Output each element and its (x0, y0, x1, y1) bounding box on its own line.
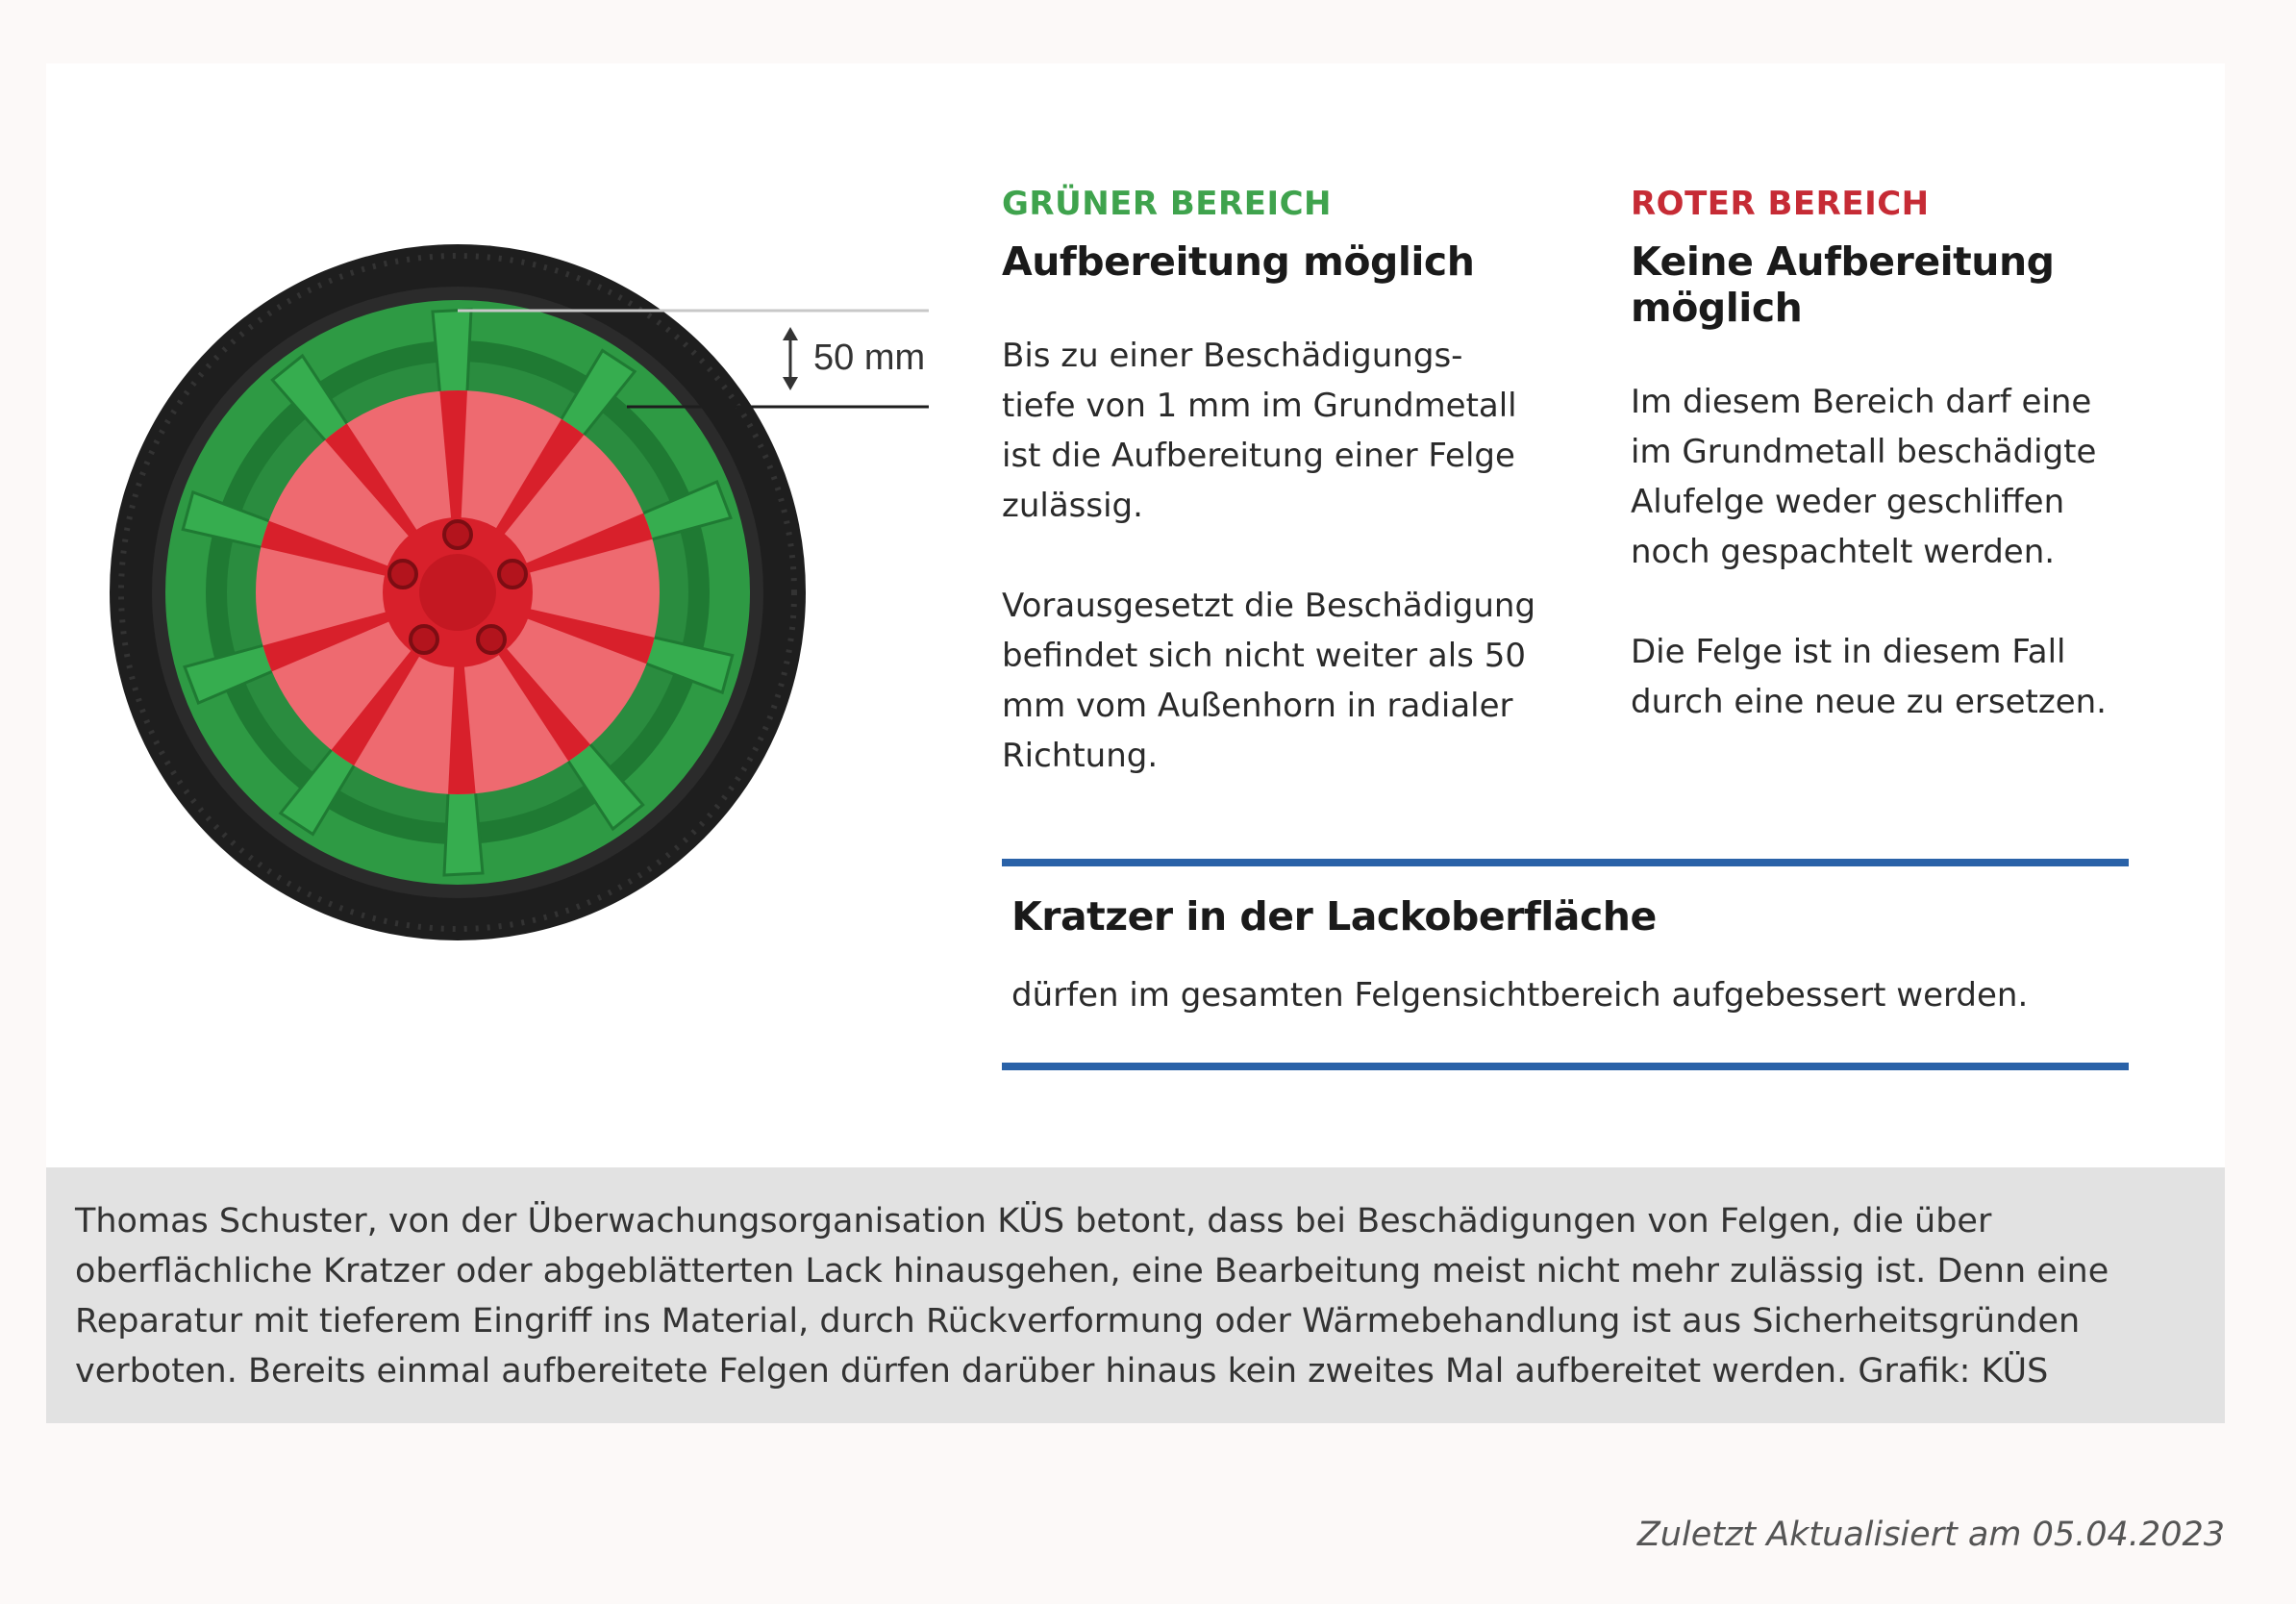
red-area-title: Keine Aufbereitung möglich (1631, 238, 2055, 331)
image-caption (46, 1167, 2225, 1423)
red-area-text-1: Im diesem Bereich darf eine im Grundmetall beschädigte Alufelge weder geschliffen noch gespachtelt werden. (1631, 383, 2097, 571)
red-area-column (1631, 179, 2208, 727)
green-area-text-2: Vorausgesetzt die Beschädigung befindet sich nicht weiter als 50 mm vom Außenhorn in radialer Richtung. (1002, 587, 1536, 775)
green-area-kicker: GRÜNER BEREICH (1002, 185, 1332, 223)
last-updated: Zuletzt Aktualisiert am 05.04.2023 (1636, 1516, 2225, 1554)
scratches-text: dürfen im gesamten Felgensichtbereich aufgebessert werden. (1011, 976, 2029, 1015)
caption-text: Thomas Schuster, von der Überwachungsorganisation KÜS betont, dass bei Beschädigungen von Felgen, die über oberflächliche Kratzer oder abgeblätterten Lack hinausgehen, eine Bearbeitung meist nicht mehr zulässig ist. Denn eine Reparatur mit tieferem Eingriff ins Material, durch Rückverformung oder Wärmebehandlung ist aus Sicherheitsgründen verboten. Bereits einmal aufbereitete Felgen dürfen darüber hinaus kein zweites Mal aufbereitet werden. Grafik: KÜS (75, 1202, 2109, 1391)
scratches-note (1002, 859, 2129, 1070)
green-area-title: Aufbereitung möglich (1002, 238, 1475, 285)
infographic (46, 63, 2225, 1167)
green-area-text-1: Bis zu einer Beschädigungs- tiefe von 1 mm im Grundmetall ist die Aufbereitung einer Felge zulässig. (1002, 337, 1517, 525)
measure-arrow-icon (783, 327, 798, 390)
divider-bottom (1002, 1063, 2129, 1070)
measure-label: 50 mm (813, 338, 926, 378)
wheel-diagram (108, 185, 954, 983)
red-area-text-2: Die Felge ist in diesem Fall durch eine neue zu ersetzen. (1631, 633, 2107, 721)
scratches-title: Kratzer in der Lackoberfläche (1011, 893, 1657, 940)
red-area-kicker: ROTER BEREICH (1631, 185, 1930, 223)
green-area-column (1002, 179, 1598, 781)
divider-top (1002, 859, 2129, 866)
